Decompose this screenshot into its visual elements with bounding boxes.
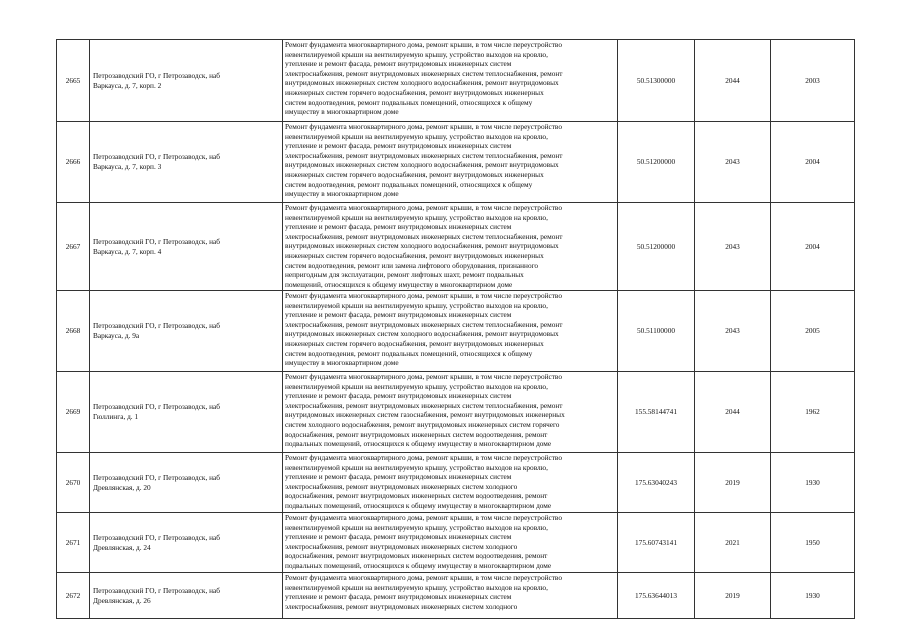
row-number: 2672 [57,573,90,619]
works-line: невентилируемой крыши на вентилируемую крышу, устройство выходов на кровлю, [285,522,548,532]
planned-year-cell: 2043 [695,291,771,372]
address-line: Варкауса, д. 7, корп. 2 [93,80,162,90]
cost-cell: 175.63040243 [618,453,695,513]
works-line: Ремонт фундамента многоквартирного дома, ремонт крыши, в том числе переустройство [285,291,562,300]
works-line: утепление и ремонт фасада, ремонт внутридомовых инженерных систем [285,592,512,602]
works-line: Ремонт фундамента многоквартирного дома, ремонт крыши, в том числе переустройство [285,453,562,462]
works-line: утепление и ремонт фасада, ремонт внутридомовых инженерных систем [285,59,512,69]
works-line: водоснабжения, ремонт внутридомовых инженерных систем водоотведения, ремонт [285,491,548,501]
works-line: электроснабжения, ремонт внутридомовых инженерных систем теплоснабжения, ремонт [285,319,563,329]
works-line: электроснабжения, ремонт внутридомовых инженерных систем теплоснабжения, ремонт [285,150,563,160]
works-line: Ремонт фундамента многоквартирного дома, ремонт крыши, в том числе переустройство [285,513,562,522]
address-line: Петрозаводский ГО, г Петрозаводск, наб [93,585,220,595]
works-line: утепление и ремонт фасада, ремонт внутридомовых инженерных систем [285,141,512,151]
works-line: Ремонт фундамента многоквартирного дома, ремонт крыши, в том числе переустройство [285,573,562,582]
table-row [57,372,855,453]
works-line: водоснабжения, ремонт внутридомовых инженерных систем водоотведения, ремонт [285,429,548,439]
address-cell [90,291,283,372]
address-line: Древлянская, д. 20 [93,482,151,492]
address-cell [90,40,283,122]
address-line: Варкауса, д. 7, корп. 3 [93,162,162,171]
address-line: Варкауса, д. 9а [93,331,140,340]
works-line: систем холодного водоснабжения, ремонт внутридомовых инженерных систем горячего [285,419,560,429]
works-line: невентилируемой крыши на вентилируемую крышу, устройство выходов на кровлю, [285,381,548,391]
table-row [57,513,855,573]
works-line: внутридомовых инженерных систем холодного водоснабжения, ремонт внутридомовых [285,329,559,339]
planned-year-cell: 2043 [695,203,771,291]
row-number: 2665 [57,40,90,122]
works-line: утепление и ремонт фасада, ремонт внутридомовых инженерных систем [285,472,512,482]
works-line: утепление и ремонт фасада, ремонт внутридомовых инженерных систем [285,532,512,542]
build-year-cell: 1950 [771,513,855,573]
address-cell [90,453,283,513]
works-line: Ремонт фундамента многоквартирного дома, ремонт крыши, в том числе переустройство [285,40,562,49]
works-line: Ремонт фундамента многоквартирного дома, ремонт крыши, в том числе переустройство [285,372,562,381]
works-line: имуществу в многоквартирном доме [285,189,399,199]
works-line: внутридомовых инженерных систем холодного водоснабжения, ремонт внутридомовых [285,160,559,170]
works-line: внутридомовых инженерных систем газоснабжения, ремонт внутридомовых инженерных [285,410,565,420]
works-cell [283,513,618,573]
works-line: непригодным для эксплуатации, ремонт лифтовых шахт, ремонт подвальных [285,270,524,280]
works-line: утепление и ремонт фасада, ремонт внутридомовых инженерных систем [285,391,512,401]
works-line: подвальных помещений, относящихся к общему имуществу в многоквартирном доме [285,560,552,570]
cost-cell: 50.51100000 [618,291,695,372]
works-line: невентилируемой крыши на вентилируемую крышу, устройство выходов на кровлю, [285,582,548,592]
works-line: имуществу в многоквартирном доме [285,358,399,368]
build-year-cell: 2004 [771,122,855,203]
works-line: внутридомовых инженерных систем холодного водоснабжения, ремонт внутридомовых [285,78,559,88]
works-line: Ремонт фундамента многоквартирного дома, ремонт крыши, в том числе переустройство [285,122,562,131]
address-cell [90,122,283,203]
planned-year-cell: 2021 [695,513,771,573]
works-line: подвальных помещений, относящихся к общему имуществу в многоквартирном доме [285,500,552,510]
works-line: систем водоотведения, ремонт или замена лифтового оборудования, признанного [285,260,539,270]
planned-year-cell: 2044 [695,372,771,453]
works-line: инженерных систем горячего водоснабжения, ремонт внутридомовых инженерных [285,169,544,179]
works-line: Ремонт фундамента многоквартирного дома, ремонт крыши, в том числе переустройство [285,203,562,212]
table-row [57,453,855,513]
works-line: электроснабжения, ремонт внутридомовых инженерных систем теплоснабжения, ремонт [285,68,563,78]
table-row [57,40,855,122]
works-line: невентилируемой крыши на вентилируемую крышу, устройство выходов на кровлю, [285,212,548,222]
address-line: Варкауса, д. 7, корп. 4 [93,246,162,256]
works-line: инженерных систем горячего водоснабжения, ремонт внутридомовых инженерных [285,250,544,260]
works-line: утепление и ремонт фасада, ремонт внутридомовых инженерных систем [285,222,512,232]
address-line: Древлянская, д. 24 [93,542,151,552]
address-line: Петрозаводский ГО, г Петрозаводск, наб [93,152,220,162]
build-year-cell: 2005 [771,291,855,372]
address-cell [90,372,283,453]
row-number: 2669 [57,372,90,453]
address-line: Петрозаводский ГО, г Петрозаводск, наб [93,402,220,412]
works-line: инженерных систем горячего водоснабжения, ремонт внутридомовых инженерных [285,87,544,97]
works-cell [283,203,618,291]
address-line: Петрозаводский ГО, г Петрозаводск, наб [93,532,220,542]
row-number: 2666 [57,122,90,203]
address-line: Петрозаводский ГО, г Петрозаводск, наб [93,472,220,482]
cost-cell: 175.60743141 [618,513,695,573]
works-line: подвальных помещений, относящихся к общему имуществу в многоквартирном доме [285,439,552,449]
address-line: Древлянская, д. 26 [93,595,151,605]
build-year-cell: 1930 [771,573,855,619]
cost-cell: 50.51300000 [618,40,695,122]
cost-cell: 175.63644013 [618,573,695,619]
works-cell [283,453,618,513]
build-year-cell: 1962 [771,372,855,453]
address-cell [90,203,283,291]
works-cell [283,40,618,122]
planned-year-cell: 2019 [695,453,771,513]
table-row [57,203,855,291]
works-cell [283,122,618,203]
works-line: внутридомовых инженерных систем холодного водоснабжения, ремонт внутридомовых [285,241,559,251]
works-cell [283,372,618,453]
address-line: Гюллинга, д. 1 [93,412,139,421]
address-cell [90,513,283,573]
planned-year-cell: 2043 [695,122,771,203]
works-cell [283,573,618,619]
works-line: электроснабжения, ремонт внутридомовых инженерных систем холодного [285,601,518,611]
cost-cell: 50.51200000 [618,122,695,203]
cost-cell: 155.58144741 [618,372,695,453]
works-line: помещений, относящихся к общему имуществу в многоквартирном доме [285,279,513,289]
row-number: 2667 [57,203,90,291]
works-line: систем водоотведения, ремонт подвальных помещений, относящихся к общему [285,348,533,358]
works-line: электроснабжения, ремонт внутридомовых инженерных систем холодного [285,481,518,491]
works-line: утепление и ремонт фасада, ремонт внутридомовых инженерных систем [285,310,512,320]
works-line: электроснабжения, ремонт внутридомовых инженерных систем теплоснабжения, ремонт [285,231,563,241]
planned-year-cell: 2044 [695,40,771,122]
table-row [57,573,855,619]
row-number: 2668 [57,291,90,372]
table-body [57,40,855,619]
cost-cell: 50.51200000 [618,203,695,291]
works-line: электроснабжения, ремонт внутридомовых инженерных систем холодного [285,541,518,551]
works-line: систем водоотведения, ремонт подвальных помещений, относящихся к общему [285,97,533,107]
works-line: невентилируемой крыши на вентилируемую крышу, устройство выходов на кровлю, [285,300,548,310]
works-line: невентилируемой крыши на вентилируемую крышу, устройство выходов на кровлю, [285,462,548,472]
address-line: Петрозаводский ГО, г Петрозаводск, наб [93,70,220,80]
build-year-cell: 2004 [771,203,855,291]
table-row [57,122,855,203]
works-line: инженерных систем горячего водоснабжения, ремонт внутридомовых инженерных [285,338,544,348]
planned-year-cell: 2019 [695,573,771,619]
row-number: 2670 [57,453,90,513]
build-year-cell: 2003 [771,40,855,122]
works-line: имуществу в многоквартирном доме [285,107,399,117]
works-line: электроснабжения, ремонт внутридомовых инженерных систем теплоснабжения, ремонт [285,400,563,410]
repair-program-table [56,39,855,619]
address-line: Петрозаводский ГО, г Петрозаводск, наб [93,236,220,246]
table-row [57,291,855,372]
works-line: систем водоотведения, ремонт подвальных помещений, относящихся к общему [285,179,533,189]
works-line: невентилируемой крыши на вентилируемую крышу, устройство выходов на кровлю, [285,131,548,141]
works-line: водоснабжения, ремонт внутридомовых инженерных систем водоотведения, ремонт [285,551,548,561]
works-line: невентилируемой крыши на вентилируемую крышу, устройство выходов на кровлю, [285,49,548,59]
works-cell [283,291,618,372]
row-number: 2671 [57,513,90,573]
address-cell [90,573,283,619]
build-year-cell: 1930 [771,453,855,513]
address-line: Петрозаводский ГО, г Петрозаводск, наб [93,321,220,331]
